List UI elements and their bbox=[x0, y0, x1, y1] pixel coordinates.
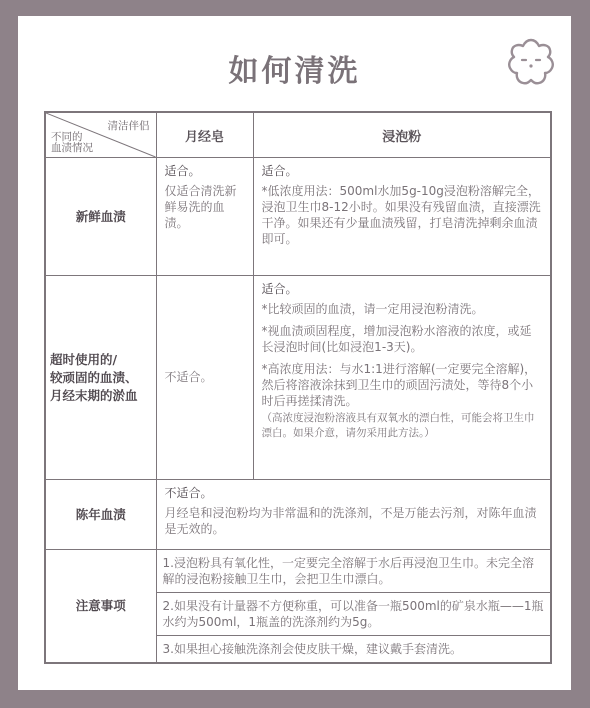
cell-lead: 适合。 bbox=[261, 282, 298, 296]
note-item: 2.如果没有计量器不方便称重，可以准备一瓶500ml的矿泉水瓶——1瓶水约为500ml，1瓶盖的洗涤剂约为5g。 bbox=[157, 593, 551, 636]
cell-text: *低浓度用法：500ml水加5g-10g浸泡粉溶解完全，浸泡卫生巾8-12小时。如果没有残留血渍，直接漂洗干净。如果还有少量血渍残留，打皂清洗掉剩余血渍即可。 bbox=[261, 184, 541, 246]
row-label-stubborn: 超时使用的/ 较顽固的血渍、 月经末期的淤血 bbox=[45, 276, 156, 480]
cell-old bbox=[156, 480, 551, 550]
cell-text: 月经皂和浸泡粉均为非常温和的洗涤剂，不是万能去污剂，对陈年血渍是无效的。 bbox=[164, 506, 537, 536]
column-header-powder: 浸泡粉 bbox=[253, 112, 551, 158]
row-label-fresh: 新鲜血渍 bbox=[45, 158, 156, 276]
cell-fresh-soap bbox=[156, 158, 253, 276]
content-card bbox=[18, 16, 571, 690]
note-item: 3.如果担心接触洗涤剂会使皮肤干燥，建议戴手套清洗。 bbox=[162, 642, 462, 656]
cell-paragraph: *高浓度用法：与水1:1进行溶解(一定要完全溶解)，然后将溶液涂抹到卫生巾的顽固污渍处，等待8个小时后再搓揉清洗。 bbox=[261, 362, 537, 408]
column-header-soap: 月经皂 bbox=[156, 112, 253, 158]
cell-text: 仅适合清洗新鲜易洗的血渍。 bbox=[164, 184, 237, 230]
cell-paragraph: *视血渍顽固程度，增加浸泡粉水溶液的浓度，或延长浸泡时间(比如浸泡1-3天)。 bbox=[261, 324, 532, 354]
cell-lead: 适合。 bbox=[261, 164, 298, 178]
cell-lead: 适合。 bbox=[164, 164, 201, 178]
cell-notes bbox=[156, 550, 551, 664]
table-row bbox=[45, 550, 551, 664]
cell-stubborn-soap: 不适合。 bbox=[156, 276, 253, 480]
cell-note: （高浓度浸泡粉溶液具有双氧水的漂白性，可能会将卫生巾漂白。如果介意，请勿采用此方法。） bbox=[261, 412, 535, 439]
diagonal-header-cell bbox=[45, 112, 156, 158]
cell-fresh-powder bbox=[253, 158, 551, 276]
cell-stubborn-powder bbox=[253, 276, 551, 480]
cell-paragraph: *比较顽固的血渍，请一定用浸泡粉清洗。 bbox=[261, 302, 484, 316]
page-title: 如何清洗 bbox=[228, 54, 361, 89]
smiley-blob-icon bbox=[503, 36, 559, 88]
table-row bbox=[45, 276, 551, 480]
row-label-old: 陈年血渍 bbox=[45, 480, 156, 550]
companion-label: 清洁伴侣 bbox=[107, 120, 150, 132]
row-label-notes: 注意事项 bbox=[45, 550, 156, 664]
table-row bbox=[45, 480, 551, 550]
table-header-row bbox=[45, 112, 551, 158]
situation-label: 不同的 血渍情况 bbox=[51, 131, 93, 154]
note-item: 1.浸泡粉具有氧化性，一定要完全溶解于水后再浸泡卫生巾。未完全溶解的浸泡粉接触卫生巾，会把卫生巾漂白。 bbox=[157, 550, 551, 593]
cleaning-table bbox=[44, 111, 552, 664]
cell-lead: 不适合。 bbox=[164, 486, 213, 500]
table-row bbox=[45, 158, 551, 276]
